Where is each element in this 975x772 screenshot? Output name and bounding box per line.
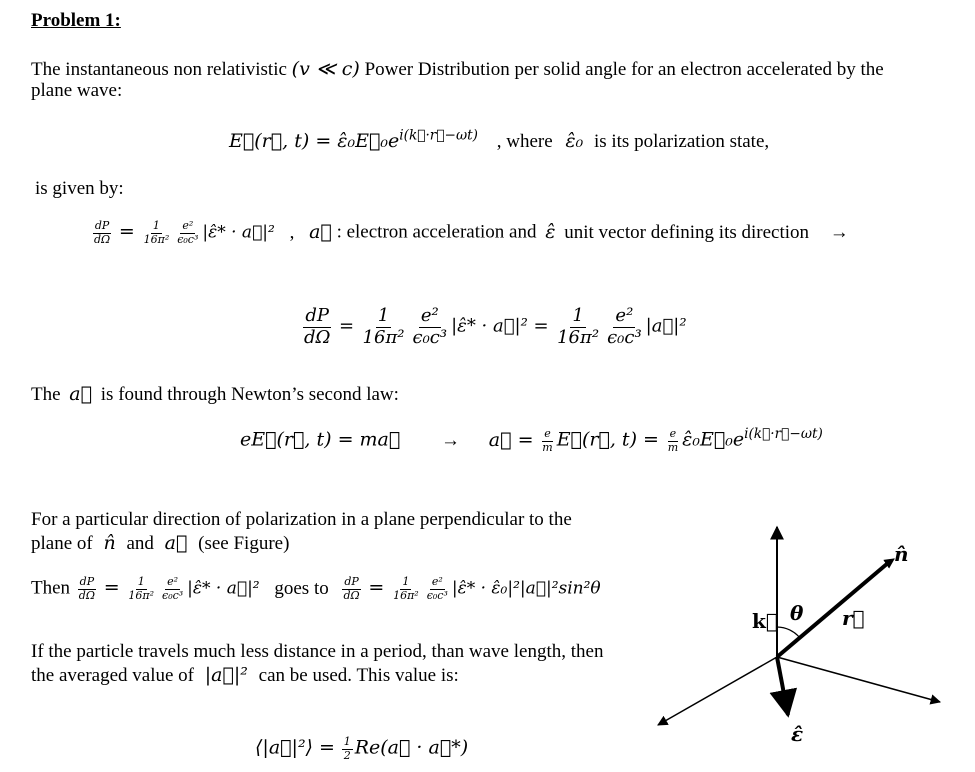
eq3-abs: |ε̂* · a⃗|² = bbox=[451, 315, 549, 337]
intro-text-b: Power Distribution per solid angle for an electron accelerated by the bbox=[364, 59, 884, 80]
eq5-abs2: |ε̂* · ε̂₀|²|a⃗|²sin²θ bbox=[451, 578, 601, 599]
eq4-m-b: m bbox=[667, 440, 679, 454]
eq4-arrow: → bbox=[441, 429, 461, 451]
travel-text-a: the averaged value of bbox=[31, 665, 194, 686]
eq5-abs1: |ε̂* · a⃗|² bbox=[187, 578, 260, 599]
eq5-e2: e² bbox=[167, 575, 179, 588]
eq5-one-b: 1 bbox=[402, 575, 410, 588]
theta-arc bbox=[777, 627, 800, 638]
eq5-e2-b: e² bbox=[431, 575, 443, 588]
equation-plane-wave bbox=[229, 127, 770, 153]
intro-line-2: plane wave: bbox=[31, 80, 123, 101]
equation-average bbox=[255, 736, 468, 762]
eq2-desc: : electron acceleration and bbox=[336, 221, 537, 243]
eq3-e2: e² bbox=[420, 305, 439, 326]
eq5-16pi-b: 16π² bbox=[393, 588, 419, 602]
eq2-e2: e² bbox=[182, 219, 194, 232]
problem-heading: Problem 1: bbox=[31, 10, 121, 31]
equation-power-small: $\frac{dP}{d\Omega}$ = $\frac{1}{\text{16π²}}$ $\frac{\text{e²}}{\text{ϵ₀c³}}$ |ε̂* · a⃗|² , a⃗ : electron acceleration and ε̂ unit vector defining its direction → bbox=[94, 219, 849, 246]
eq2-abs: |ε̂* · a⃗|² bbox=[202, 222, 275, 243]
given-by: is given by: bbox=[35, 178, 124, 199]
newton-a: a⃗ bbox=[69, 383, 93, 405]
eq2-arrow: → bbox=[829, 221, 849, 243]
eq2-comma: , bbox=[289, 221, 295, 243]
eq2-dOmega: dΩ bbox=[94, 232, 111, 246]
eq4-mid: E⃗(r⃗, t) = bbox=[556, 428, 659, 451]
eq4-e: e bbox=[544, 427, 551, 440]
avg-lhs: ⟨|a⃗|²⟩ = bbox=[255, 736, 335, 759]
eq4-m: m bbox=[542, 440, 553, 454]
pol-n: n̂ bbox=[103, 532, 116, 554]
eq3-dOmega: dΩ bbox=[304, 326, 331, 348]
r-label: r⃗ bbox=[842, 606, 865, 630]
eq4-exponent: i(k⃗·r⃗−ωt) bbox=[744, 425, 823, 442]
travel-text-b: can be used. This value is: bbox=[258, 665, 459, 686]
eq5-e0c3: ϵ₀c³ bbox=[162, 588, 184, 602]
eq2-e0c3: ϵ₀c³ bbox=[177, 232, 199, 246]
eq5-16pi: 16π² bbox=[128, 588, 155, 602]
newton-text2: is found through Newton’s second law: bbox=[100, 384, 399, 405]
eq5-dP: dP bbox=[79, 575, 95, 588]
eq1-lhs: E⃗(r⃗, t) = ε̂₀E⃗₀e bbox=[229, 130, 400, 152]
intro-line-1 bbox=[31, 58, 884, 81]
equation-newton bbox=[240, 425, 823, 454]
eq2-desc2: unit vector defining its direction bbox=[564, 221, 810, 243]
theta-label: θ bbox=[790, 601, 804, 625]
equation-power-large: $\frac{dP}{d\Omega}$ = $\frac{1}{\text{16π²}}$ $\frac{\text{e²}}{\text{ϵ₀c³}}$ |ε̂* · a⃗|² = $\frac{1}{\text{16π²}}$ $\frac{\text{e²}}{\text{ϵ₀c³}}$ |a⃗|² bbox=[304, 305, 687, 348]
eq1-exponent: i(k⃗·r⃗−ωt) bbox=[399, 127, 478, 144]
k-label: k⃗ bbox=[752, 609, 778, 633]
eq3-16pi-b: 16π² bbox=[557, 326, 600, 348]
eq3-e2-b: e² bbox=[615, 305, 634, 326]
goes-to: goes to bbox=[274, 577, 329, 599]
n-label: n̂ bbox=[894, 542, 909, 566]
eq5-e0c3-b: ϵ₀c³ bbox=[426, 588, 448, 602]
avg-half-n: 1 bbox=[343, 735, 351, 748]
geometry-figure bbox=[640, 515, 960, 760]
then-line: Then $\frac{dP}{d\Omega}$ = $\frac{1}{\text{16π²}}$ $\frac{\text{e²}}{\text{ϵ₀c³}}$ |ε̂* · a⃗|² goes to $\frac{dP}{d\Omega}$ = $\frac{1}{\text{16π²}}$ $\frac{\text{e²}}{\text{ϵ₀c³}}$ |ε̂* · ε̂₀|²|a⃗|²sin²θ bbox=[31, 575, 601, 602]
eq4-end: ε̂₀E⃗₀e bbox=[682, 428, 745, 451]
travel-line-2 bbox=[31, 664, 459, 687]
eq1-epsilon: ε̂₀ bbox=[565, 130, 584, 152]
pol-and: and bbox=[126, 533, 154, 554]
epsilon-label: ε̂ bbox=[791, 722, 804, 746]
eq2-dP: dP bbox=[94, 219, 110, 232]
eq3-one-b: 1 bbox=[572, 305, 584, 326]
x-axis-line bbox=[658, 657, 777, 725]
polarization-line-2 bbox=[31, 532, 289, 555]
pol-text: plane of bbox=[31, 533, 93, 554]
eq2-16pi: 16π² bbox=[143, 232, 170, 246]
eq3-dP: dP bbox=[305, 305, 330, 326]
eq5-dOmega: dΩ bbox=[78, 588, 95, 602]
eq1-tail: is its polarization state, bbox=[593, 131, 770, 152]
pol-fig: (see Figure) bbox=[198, 533, 290, 554]
eq3-e0c3: ϵ₀c³ bbox=[412, 326, 448, 348]
epsilon-vector-line bbox=[777, 657, 788, 715]
eq2-unit-vector: ε̂ bbox=[545, 220, 556, 243]
then-word: Then bbox=[31, 577, 71, 599]
travel-line-1: If the particle travels much less distance in a period, than wave length, then bbox=[31, 641, 604, 662]
eq5-one: 1 bbox=[137, 575, 145, 588]
eq5-dP-b: dP bbox=[344, 575, 359, 588]
eq2-one: 1 bbox=[152, 219, 160, 232]
eq3-one: 1 bbox=[377, 305, 390, 326]
pol-a: a⃗ bbox=[164, 532, 188, 554]
travel-a2: |a⃗|² bbox=[204, 664, 248, 686]
y-axis-line bbox=[777, 657, 940, 702]
intro-text: The instantaneous non relativistic bbox=[31, 59, 287, 80]
eq3-16pi: 16π² bbox=[362, 326, 405, 348]
eq4-e-b: e bbox=[669, 427, 677, 440]
eq4-lhs: eE⃗(r⃗, t) = ma⃗ bbox=[240, 428, 401, 451]
polarization-line-1: For a particular direction of polarization in a plane perpendicular to the bbox=[31, 509, 572, 530]
eq4-a: a⃗ = bbox=[488, 428, 534, 451]
eq1-where: , where bbox=[496, 131, 553, 152]
eq3-end: |a⃗|² bbox=[645, 315, 687, 337]
newton-line bbox=[31, 383, 399, 406]
avg-rhs: Re(a⃗ · a⃗*) bbox=[354, 736, 469, 759]
avg-half-d: 2 bbox=[343, 748, 351, 762]
eq2-accel: a⃗ bbox=[309, 220, 332, 243]
eq3-e0c3-b: ϵ₀c³ bbox=[607, 326, 642, 348]
newton-text1: The bbox=[31, 384, 61, 405]
nonrel-condition: (v ≪ c) bbox=[291, 58, 360, 80]
eq5-dOmega-b: dΩ bbox=[343, 588, 360, 602]
